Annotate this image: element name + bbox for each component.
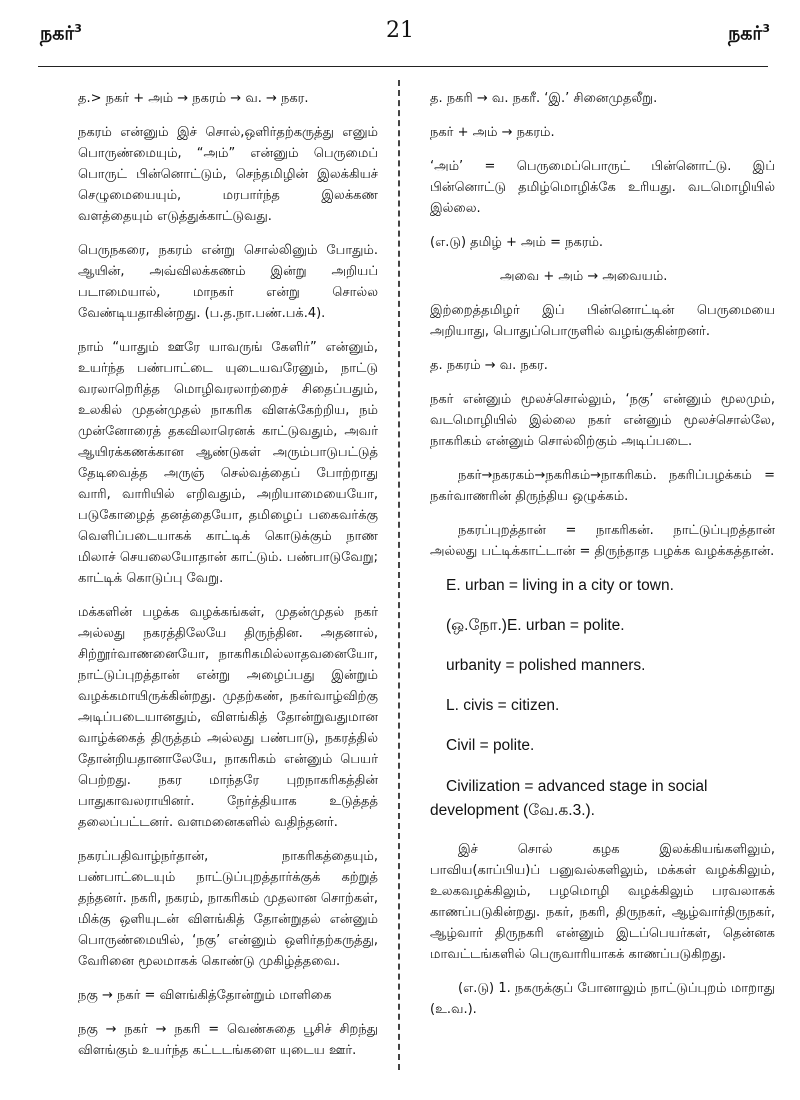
right-paragraph-2: நகர் + அம் → நகரம். <box>430 125 555 140</box>
left-paragraph-3: பெருநகரை, நகரம் என்று சொல்லினும் போதும். ஆயின், அவ்விலக்கணம் இன்று அறியப் படாமையால், மாநகர் என்று சொல்ல வேண்டியதாகின்றது. (ப.த.நா.பண்.பக்.4). <box>78 243 378 321</box>
left-paragraph-8: நகு → நகர் → நகரி = வெண்சுதை பூசிச் சிறந்து விளங்கும் உயர்ந்த கட்டடங்களை யுடைய ஊர். <box>78 1022 378 1058</box>
running-head-right <box>728 22 770 47</box>
left-paragraph-7: நகு → நகர் = விளங்கித்தோன்றும் மாளிகை <box>78 988 332 1003</box>
right-paragraph-5: த. நகரம் → வ. நகர. <box>430 358 548 373</box>
left-paragraph-2: நகரம் என்னும் இச் சொல்,ஒளிர்தற்கருத்து எனும் பொருண்மையும், “அம்” என்னும் பெருமைப் பொருட் பின்னொட்டும், செந்தமிழின் இலக்கியச் செழுமையையும், மரபார்ந்த இலக்கண வளத்தையும் எடுத்துக்காட்டுவது. <box>78 125 378 224</box>
right-example-2: அவை + அம் → அவையம். <box>500 269 668 284</box>
left-paragraph-5: மக்களின் பழக்க வழக்கங்கள், முதன்முதல் நகர் அல்லது நகரத்திலேயே திருந்தின. அதனால், சிற்றூர்வாணனையோ, நாகரிகமில்லாதவனையோ, நாட்டுப்புறத்தான் என்று அழைப்பது இன்றும் வழக்கமாயிருக்கின்றது. முதற்கண், நகர்வாழ்விற்கு அடிப்படையானதும், விளங்கித் தோன்றுவதுமான வாழ்க்கைத் திருத்தம் அல்லது பண்பாடு, நகரத்தில் தோன்றியதானாலேயே, நாகரிகம் என்னும் பெயர் பெற்றது. நகர மாந்தரே புறநாகரிகத்தின் பாதுகாவலராயினர். நேர்த்தியாக உடுத்தத் தலைப்பட்டனர். வளமனைகளில் வதிந்தனர். <box>78 605 378 830</box>
page-number: 21 <box>386 18 414 43</box>
english-line-2: (ஒ.நோ.)E. urban = polite. <box>446 617 625 634</box>
running-head-right-superscript: 3 <box>762 22 770 35</box>
running-head-right-word: நகர் <box>728 22 763 45</box>
english-line-3: urbanity = polished manners. <box>446 657 646 674</box>
running-head-left-word: நகர் <box>40 22 75 45</box>
right-example-3: (எ.டு) 1. நகருக்குப் போனாலும் நாட்டுப்புறம் மாறாது (உ.வ.). <box>430 981 775 1017</box>
left-paragraph-4: நாம் “யாதும் ஊரே யாவருங் கேளிர்” என்னும், உயர்ந்த பண்பாட்டை யுடையவரேனும், நாட்டு வரலாறெரித்த மொழிவரலாற்றைச் சிதைப்பதும், உலகில் முதன்முதல் நாகரிக விளக்கேற்றிய, நம் முன்னோரைத் தகவிலாரெனக் காட்டுவதும், அவர் ஆயிரக்கணக்கான ஆண்டுகள் அரும்பாடுபட்டுத் தேடிவைத்த அருஞ் செல்வத்தைப் போற்றாது வாரி, வாரியில் எறிவதும், அறியாமையையோ, படுகோழைத் தனத்தையோ, தமிழைப் பகைவர்க்கு வெளிப்படையாகக் காட்டிக் கொடுக்கும் நாண மிலாச் செயலையோதான் காட்டும். பண்பாடுவேறு; காட்டிக் கொடுப்பு வேறு. <box>78 340 378 586</box>
running-head-left-superscript: 3 <box>74 22 82 35</box>
right-column <box>430 88 775 1033</box>
left-column <box>78 88 378 1074</box>
right-paragraph-6: நகர் என்னும் மூலச்சொல்லும், ‘நகு’ என்னும் மூலமும், வடமொழியில் இல்லை நகர் என்னும் மூலச்சொல்லே, நாகரிகம் என்னும் சொல்லிற்கும் அடிப்படை. <box>430 392 775 449</box>
right-paragraph-8: நகரப்புறத்தான் = நாகரிகன். நாட்டுப்புறத்தான் அல்லது பட்டிக்காட்டான் = திருந்தாத பழக்க வழக்கத்தான். <box>430 523 775 559</box>
right-paragraph-9: இச் சொல் கழக இலக்கியங்களிலும், பாவிய(காப்பிய)ப் பனுவல்களிலும், மக்கள் வழக்கிலும், உலகவழக்கிலும், பழமொழி வழக்கிலும் பரவலாகக் காணப்படுகின்றது. நகர், நகரி, திருநகர், ஆழ்வார்திருநகர், ஆழ்வார் திருநகரி என்னும் இடப்பெயர்கள், தென்னக மாவட்டங்களில் பெருவாரியாகக் காணப்படுகிறது. <box>430 842 775 962</box>
english-line-1: E. urban = living in a city or town. <box>446 577 674 594</box>
left-paragraph-1: த.> நகர் + அம் → நகரம் → வ. → நகர. <box>78 91 309 106</box>
english-line-5: Civil = polite. <box>446 737 535 754</box>
left-paragraph-6: நகரப்பதிவாழ்நர்தான், நாகரிகத்தையும், பண்பாட்டையும் நாட்டுப்புறத்தார்க்குக் கற்றுத் தந்தனர். நகரி, நகரம், நாகரிகம் முதலான சொற்கள், மிக்கு ஒளியுடன் விளங்கித் தோன்றுதல் என்னும் பொருண்மையில், ‘நகு’ என்னும் ஒளிர்தற்கருத்து, வேரினை மூலமாகக் கொண்டு முகிழ்த்தவை. <box>78 849 378 969</box>
right-example-1: (எ.டு) தமிழ் + அம் = நகரம். <box>430 235 604 250</box>
english-line-6: Civilization = advanced stage in social development (வே.க.3.). <box>430 778 708 819</box>
right-paragraph-4: இற்றைத்தமிழர் இப் பின்னொட்டின் பெருமையை அறியாது, பொதுப்பொருளில் வழங்குகின்றனர். <box>430 303 775 339</box>
english-line-4: L. civis = citizen. <box>446 697 560 714</box>
column-divider <box>398 80 400 1070</box>
right-paragraph-3: ‘அம்’ = பெருமைப்பொருட் பின்னொட்டு. இப் பின்னொட்டு தமிழ்மொழிக்கே உரியது. வடமொழியில் இல்லை. <box>430 159 775 216</box>
right-paragraph-7: நகர்→நகரகம்→நகரிகம்→நாகரிகம். நகரிப்பழக்கம் = நகர்வாணரின் திருந்திய ஒழுக்கம். <box>430 468 775 504</box>
header-rule <box>38 66 768 67</box>
right-paragraph-1: த. நகரி → வ. நகரீ. ‘இ.’ சினைமுதலீறு. <box>430 91 658 106</box>
